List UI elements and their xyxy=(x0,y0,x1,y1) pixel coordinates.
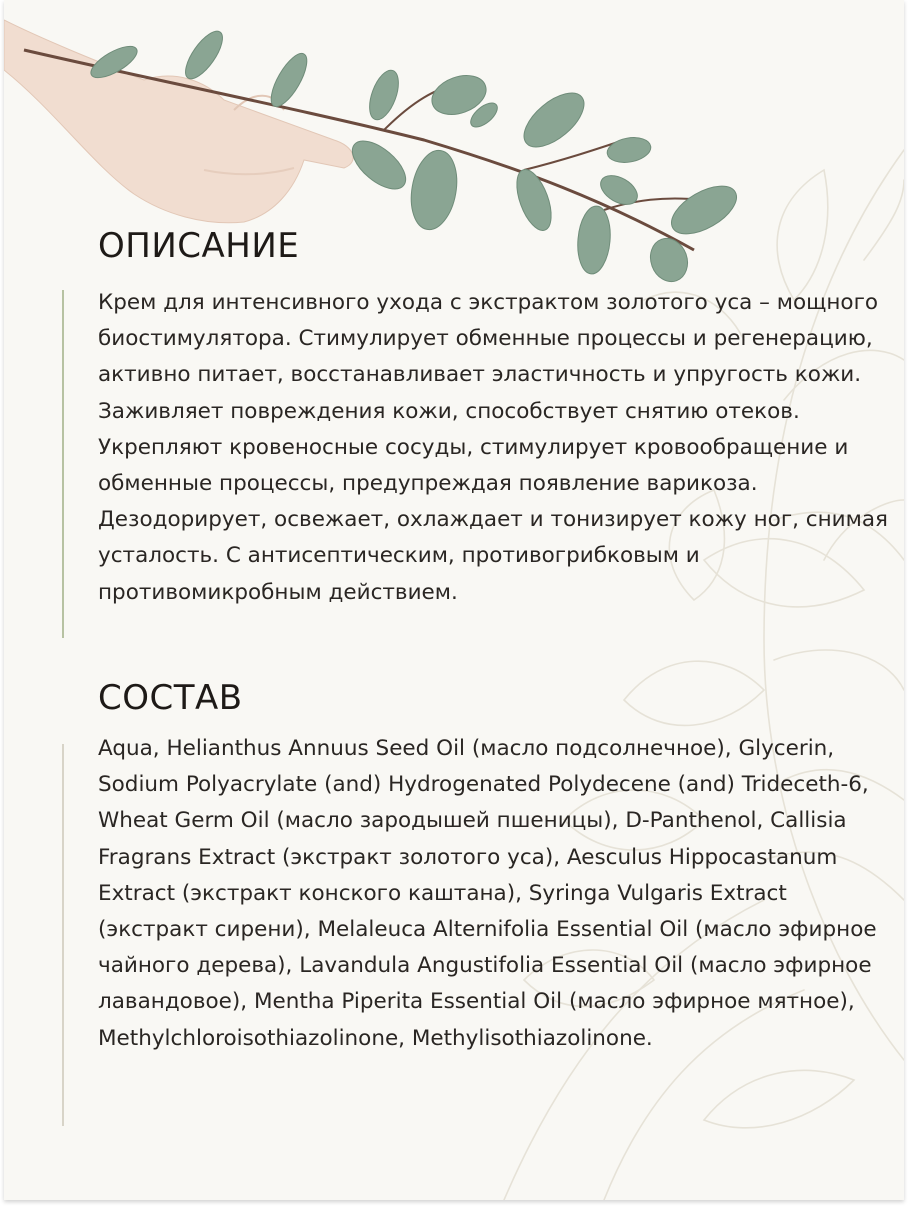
composition-heading: СОСТАВ xyxy=(98,678,243,718)
description-text: Крем для интенсивного ухода с экстрактом золотого уса – мощного биостимулятора. Стимулирует обменные процессы и регенерацию, активно питает, восстанавливает эластичность и упругость кожи. Заживляет повреждения кожи, способствует снятию отеков. Укрепляют кровеносные сосуды, стимулирует кровообращение и обменные процессы, предупреждая появление варикоза. Дезодорирует, освежает, охлаждает и тонизирует кожу ног, снимая усталость. С антисептическим, противогрибковым и противомикробным действием. xyxy=(98,290,888,605)
product-description-card xyxy=(4,0,904,1200)
description-heading: ОПИСАНИЕ xyxy=(98,226,300,266)
description-accent-line xyxy=(62,290,64,638)
composition-text: Aqua, Helianthus Annuus Seed Oil (масло подсолнечное), Glycerin, Sodium Polyacrylate (and) Hydrogenated Polydecene (and) Trideceth-6, Wheat Germ Oil (масло зародышей пшеницы), D-Panthenol, Callisia Fragrans Extract (экстракт золотого уса), Aesculus Hippocastanum Extract (экстракт конского каштана), Syringa Vulgaris Extract (экстракт сирени), Melaleuca Alternifolia Essential Oil (масло эфирное чайного дерева), Lavandula Angustifolia Essential Oil (масло эфирное лавандовое), Mentha Piperita Essential Oil (масло эфирное мятное), Methylchloroisothiazolinone, Methylisothiazolinone. xyxy=(98,736,877,1051)
composition-accent-line xyxy=(62,744,64,1126)
